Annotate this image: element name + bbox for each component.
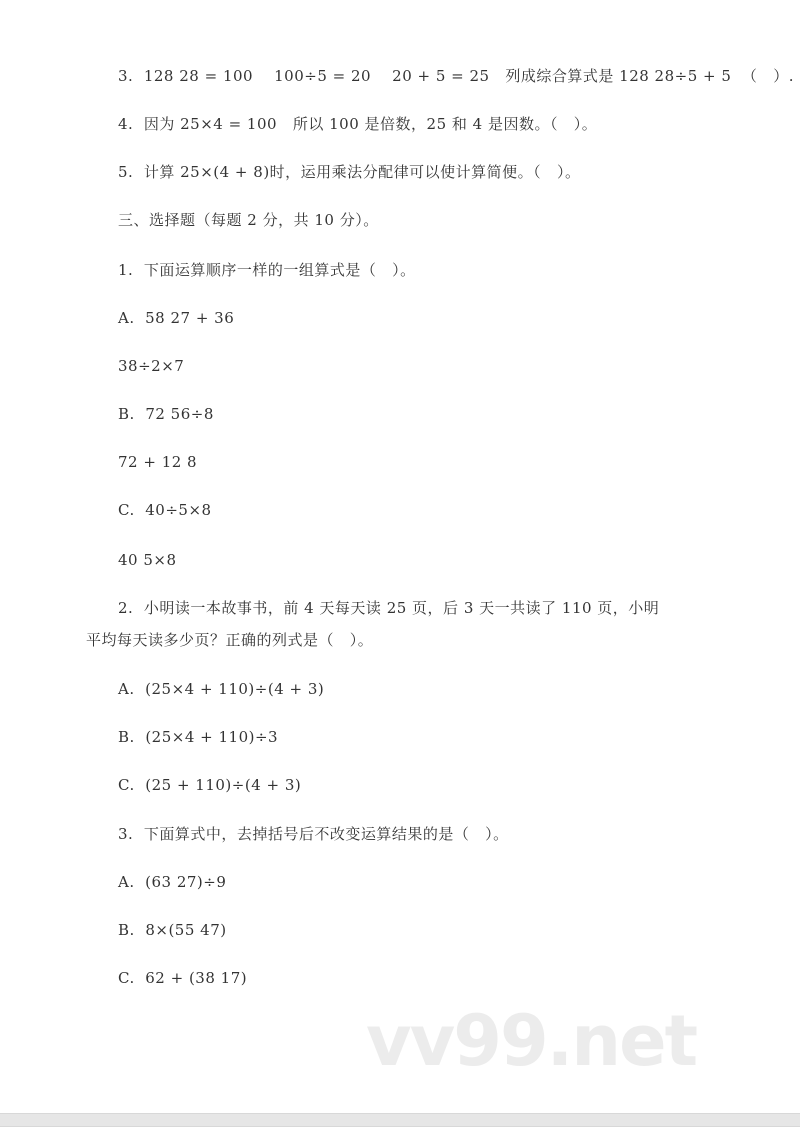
judgement-item-5: 5. 计算 25×(4 + 8)时，运用乘法分配律可以使计算简便。（ ）。 [118, 163, 581, 181]
q2-option-a: A. (25×4 + 110)÷(4 + 3) [118, 680, 325, 698]
option-a-line2: 38÷2×7 [118, 357, 185, 375]
page-separator [0, 1113, 800, 1127]
question-2: 2. 小明读一本故事书，前 4 天每天读 25 页，后 3 天一共读了 110 页，小明 [118, 599, 660, 617]
question-3: 3. 下面算式中，去掉括号后不改变运算结果的是（ ）。 [118, 825, 509, 843]
q2-option-b: B. (25×4 + 110)÷3 [118, 728, 279, 746]
section-heading: 三、选择题（每题 2 分，共 10 分）。 [118, 211, 379, 229]
option-c-line1: C. 40÷5×8 [118, 501, 212, 519]
option-c-line2: 40 5×8 [118, 551, 177, 569]
question-1: 1. 下面运算顺序一样的一组算式是（ ）。 [118, 261, 416, 279]
option-b-line1: B. 72 56÷8 [118, 405, 214, 423]
judgement-item-4: 4. 因为 25×4 = 100 所以 100 是倍数，25 和 4 是因数。（ ）。 [118, 115, 598, 133]
q3-option-c: C. 62 + (38 17) [118, 969, 248, 987]
q3-option-b: B. 8×(55 47) [118, 921, 227, 939]
option-a-line1: A. 58 27 + 36 [118, 309, 235, 327]
q2-option-c: C. (25 + 110)÷(4 + 3) [118, 776, 302, 794]
question-2-continued: 平均每天读多少页？正确的列式是（ ）。 [86, 631, 374, 649]
option-b-line2: 72 + 12 8 [118, 453, 198, 471]
q3-option-a: A. (63 27)÷9 [118, 873, 227, 891]
watermark: vv99.net [366, 1000, 697, 1082]
judgement-item-3: 3. 128 28 = 100 100÷5 = 20 20 + 5 = 25 列成综合算式是 128 28÷5 + 5 （ ）. [118, 67, 794, 85]
